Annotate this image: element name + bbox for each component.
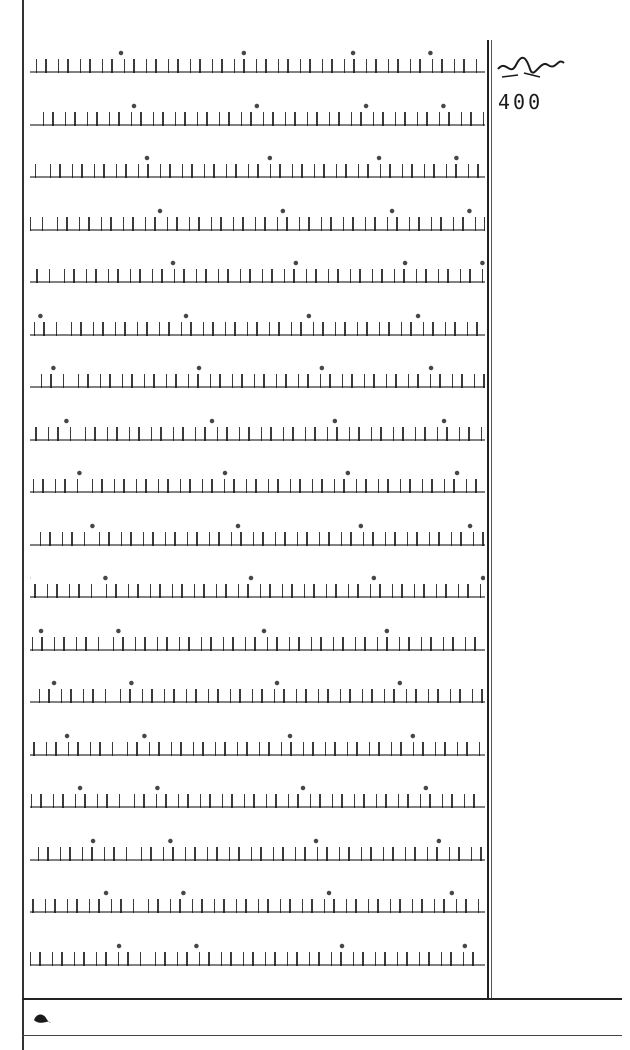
- handwriting-baseline: [30, 754, 485, 756]
- diacritic-dots: [30, 784, 485, 792]
- bottom-rule-lower: [22, 1035, 622, 1036]
- handwriting-baseline: [30, 124, 485, 126]
- diacritic-dots: [30, 522, 485, 530]
- handwriting-baseline: [30, 71, 485, 73]
- diacritic-dots: [30, 49, 485, 57]
- diacritic-dots: [30, 469, 485, 477]
- handwriting-baseline: [30, 964, 485, 966]
- bottom-rule: [22, 998, 622, 1000]
- manuscript-line: [30, 623, 485, 663]
- manuscript-line: [30, 45, 485, 85]
- manuscript-line: [30, 413, 485, 453]
- margin-rule: [487, 40, 489, 1000]
- diacritic-dots: [30, 889, 485, 897]
- handwriting-baseline: [30, 439, 485, 441]
- diacritic-dots: [30, 259, 485, 267]
- handwriting-baseline: [30, 649, 485, 651]
- diacritic-dots: [30, 207, 485, 215]
- diacritic-dots: [30, 837, 485, 845]
- diacritic-dots: [30, 627, 485, 635]
- handwriting-baseline: [30, 544, 485, 546]
- manuscript-line: [30, 465, 485, 505]
- manuscript-line: [30, 255, 485, 295]
- manuscript-line: [30, 203, 485, 243]
- manuscript-line: [30, 728, 485, 768]
- diacritic-dots: [30, 942, 485, 950]
- handwriting-baseline: [30, 911, 485, 913]
- left-page-edge: [22, 0, 24, 1050]
- manuscript-line: [30, 885, 485, 925]
- manuscript-line: [30, 780, 485, 820]
- handwriting-baseline: [30, 491, 485, 493]
- manuscript-line: [30, 570, 485, 610]
- handwriting-baseline: [30, 281, 485, 283]
- folio-number: 400: [498, 90, 544, 114]
- diacritic-dots: [30, 417, 485, 425]
- margin-rule-inner: [491, 40, 492, 1000]
- manuscript-line: [30, 518, 485, 558]
- manuscript-line: [30, 98, 485, 138]
- handwriting-baseline: [30, 859, 485, 861]
- handwriting-baseline: [30, 386, 485, 388]
- manuscript-line: [30, 150, 485, 190]
- diacritic-dots: [30, 679, 485, 687]
- diacritic-dots: [30, 574, 485, 582]
- handwriting-baseline: [30, 596, 485, 598]
- manuscript-line: [30, 675, 485, 715]
- manuscript-line: [30, 833, 485, 873]
- handwriting-baseline: [30, 701, 485, 703]
- diacritic-dots: [30, 312, 485, 320]
- manuscript-line: [30, 360, 485, 400]
- handwriting-baseline: [30, 176, 485, 178]
- diacritic-dots: [30, 102, 485, 110]
- handwriting-baseline: [30, 334, 485, 336]
- diacritic-dots: [30, 732, 485, 740]
- ink-blot: [32, 1010, 54, 1026]
- diacritic-dots: [30, 364, 485, 372]
- handwriting-baseline: [30, 806, 485, 808]
- handwriting-baseline: [30, 229, 485, 231]
- diacritic-dots: [30, 154, 485, 162]
- manuscript-line: [30, 938, 485, 978]
- manuscript-line: [30, 308, 485, 348]
